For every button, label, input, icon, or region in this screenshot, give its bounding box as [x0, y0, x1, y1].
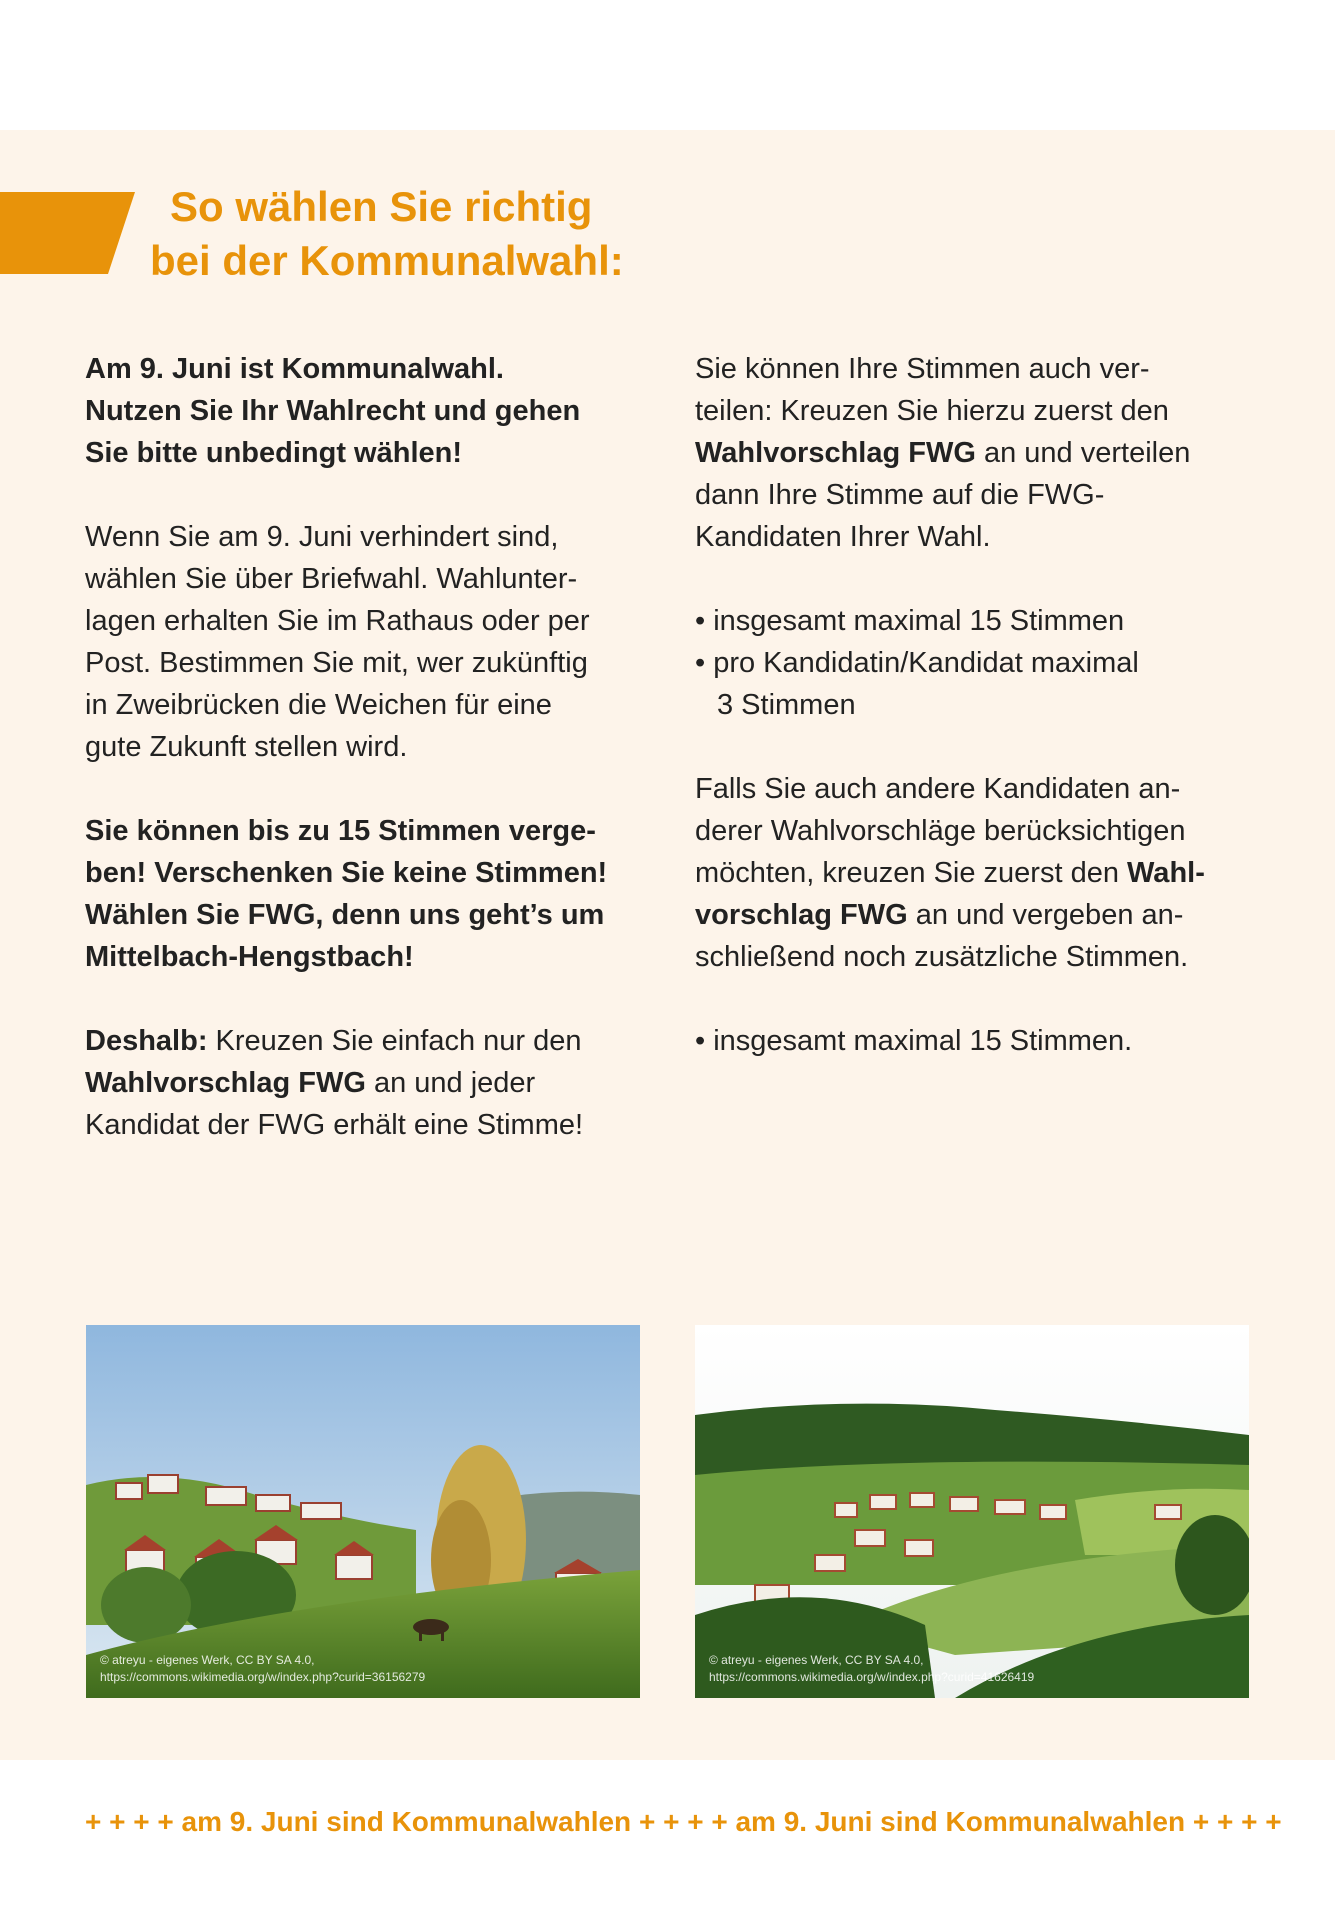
- text-line: Sie können bis zu 15 Stimmen verge-: [85, 815, 596, 847]
- deshalb-label: Deshalb:: [85, 1025, 208, 1057]
- wahlvorschlag-label: Wahl-: [1127, 857, 1205, 889]
- photo-credit: [100, 1652, 425, 1686]
- text-line: lagen erhalten Sie im Rathaus oder per: [85, 605, 590, 637]
- bullet-item: • insgesamt maximal 15 Stimmen.: [695, 1025, 1133, 1057]
- wahlvorschlag-label: Wahlvorschlag FWG: [695, 437, 976, 469]
- stimmen-paragraph: [85, 810, 675, 978]
- text-line: teilen: Kreuzen Sie hierzu zuerst den: [695, 395, 1169, 427]
- right-column: [695, 348, 1295, 1062]
- village-photo-2: [695, 1325, 1249, 1698]
- text-line: derer Wahlvorschläge berücksichtigen: [695, 815, 1186, 847]
- bullet-item: • insgesamt maximal 15 Stimmen: [695, 605, 1125, 637]
- text-line: wählen Sie über Briefwahl. Wahlunter-: [85, 563, 578, 595]
- village-photo-1: [86, 1325, 640, 1698]
- credit-line: © atreyu - eigenes Werk, CC BY SA 4.0,: [100, 1653, 315, 1667]
- text-line: Nutzen Sie Ihr Wahlrecht und gehen: [85, 395, 581, 427]
- landscape-illustration-2: [695, 1325, 1249, 1698]
- landscape-illustration-1: [86, 1325, 640, 1698]
- intro-paragraph: [85, 348, 675, 474]
- bullet-item-continuation: 3 Stimmen: [717, 689, 856, 721]
- photo-credit: [709, 1652, 1034, 1686]
- text-line: an und vergeben an-: [907, 899, 1184, 931]
- verteilen-paragraph: [695, 348, 1295, 558]
- text-line: an und verteilen: [975, 437, 1191, 469]
- text-line: Wenn Sie am 9. Juni verhindert sind,: [85, 521, 559, 553]
- text-line: Sie können Ihre Stimmen auch ver-: [695, 353, 1150, 385]
- text-line: möchten, kreuzen Sie zuerst den: [695, 857, 1128, 889]
- wahlvorschlag-label: Wahlvorschlag FWG: [85, 1067, 366, 1099]
- page-title: [150, 180, 710, 288]
- bullet-item: • pro Kandidatin/Kandidat maximal: [695, 647, 1139, 679]
- text-line: an und jeder: [365, 1067, 536, 1099]
- text-line: ben! Verschenken Sie keine Stimmen!: [85, 857, 608, 889]
- credit-link: https://commons.wikimedia.org/w/index.php?curid=36156279: [100, 1670, 426, 1684]
- text-line: Kreuzen Sie einfach nur den: [207, 1025, 582, 1057]
- text-line: gute Zukunft stellen wird.: [85, 731, 408, 763]
- footer-ticker: + + + + am 9. Juni sind Kommunalwahlen + + + + am 9. Juni sind Kommunalwahlen + + + +: [85, 1806, 1282, 1837]
- text-line: Post. Bestimmen Sie mit, wer zukünftig: [85, 647, 588, 679]
- text-line: Falls Sie auch andere Kandidaten an-: [695, 773, 1181, 805]
- left-column: [85, 348, 675, 1188]
- text-line: Wählen Sie FWG, denn uns geht’s um: [85, 899, 605, 931]
- text-line: Mittelbach-Hengstbach!: [85, 941, 414, 973]
- wahlvorschlag-label: vorschlag FWG: [695, 899, 908, 931]
- credit-link: https://commons.wikimedia.org/w/index.php?curid=41626419: [709, 1670, 1035, 1684]
- title-line-1: So wählen Sie richtig: [170, 183, 593, 230]
- text-line: schließend noch zusätzliche Stimmen.: [695, 941, 1189, 973]
- credit-line: © atreyu - eigenes Werk, CC BY SA 4.0,: [709, 1653, 924, 1667]
- text-line: Am 9. Juni ist Kommunalwahl.: [85, 353, 504, 385]
- text-line: Kandidat der FWG erhält eine Stimme!: [85, 1109, 584, 1141]
- text-line: in Zweibrücken die Weichen für eine: [85, 689, 552, 721]
- briefwahl-paragraph: [85, 516, 675, 768]
- text-line: Kandidaten Ihrer Wahl.: [695, 521, 991, 553]
- text-line: Sie bitte unbedingt wählen!: [85, 437, 462, 469]
- deshalb-paragraph: [85, 1020, 675, 1146]
- text-line: dann Ihre Stimme auf die FWG-: [695, 479, 1105, 511]
- andere-kandidaten-paragraph: [695, 768, 1295, 978]
- title-line-2: bei der Kommunalwahl:: [150, 237, 624, 284]
